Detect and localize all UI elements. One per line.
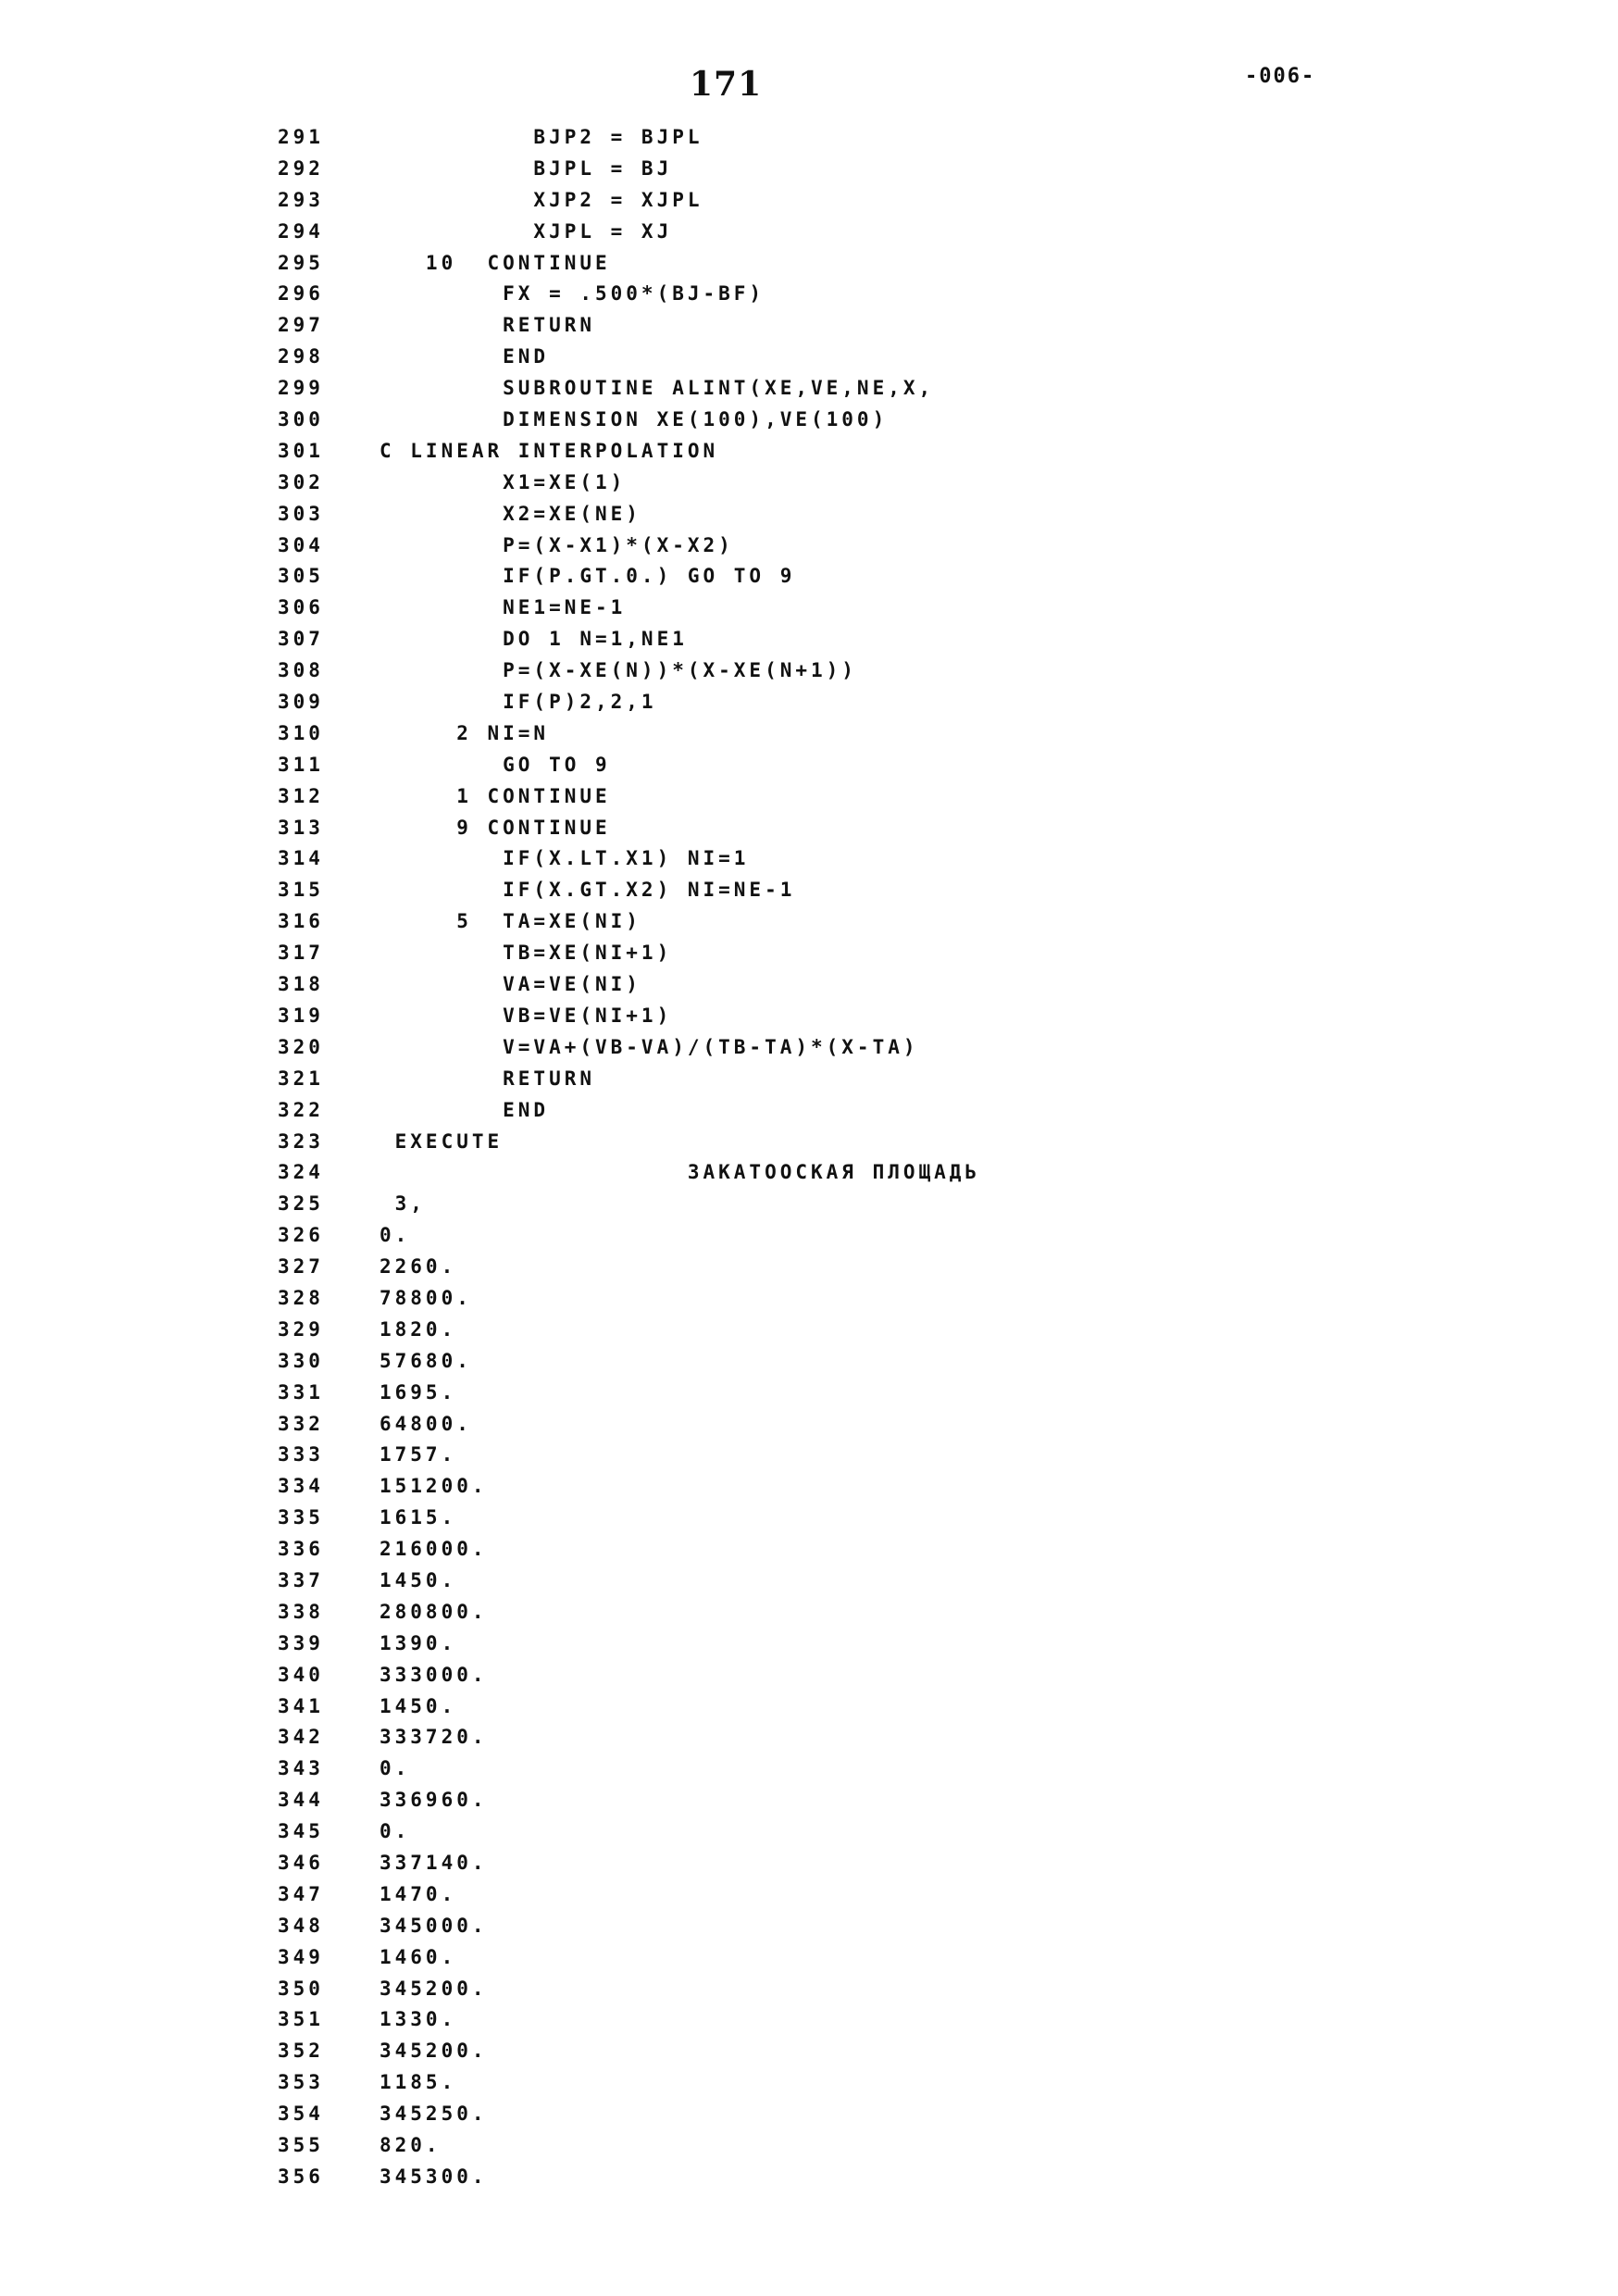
listing-line xyxy=(278,2130,1111,2162)
line-code: GO TO 9 xyxy=(380,753,611,776)
line-code: 345300. xyxy=(380,2165,488,2188)
listing-line xyxy=(278,1220,1111,1252)
page-mark: -006- xyxy=(1245,65,1316,88)
line-code: P=(X-X1)*(X-X2) xyxy=(380,533,734,556)
line-code: 345000. xyxy=(380,1914,488,1937)
line-number: 324 xyxy=(278,1161,324,1184)
listing-line xyxy=(278,1189,1111,1220)
line-number: 327 xyxy=(278,1255,324,1279)
line-number: 348 xyxy=(278,1914,324,1937)
line-number: 294 xyxy=(278,219,324,243)
line-code: DO 1 N=1,NE1 xyxy=(380,628,688,651)
line-number: 318 xyxy=(278,973,324,996)
line-code: 10 CONTINUE xyxy=(380,251,611,274)
line-number: 346 xyxy=(278,1851,324,1874)
line-code: 345250. xyxy=(380,2103,488,2126)
listing-line xyxy=(278,1346,1111,1378)
line-code: 1185. xyxy=(380,2071,457,2094)
listing-line xyxy=(278,1816,1111,1848)
line-number: 328 xyxy=(278,1286,324,1309)
line-number: 354 xyxy=(278,2103,324,2126)
line-code: 3, xyxy=(380,1192,426,1216)
line-number: 311 xyxy=(278,753,324,776)
listing-line xyxy=(278,1471,1111,1503)
line-code: 78800. xyxy=(380,1286,472,1309)
line-code: BJPL = BJ xyxy=(380,156,673,180)
line-code: 0. xyxy=(380,1757,411,1780)
line-code: 345200. xyxy=(380,1977,488,2000)
line-code: END xyxy=(380,1098,550,1121)
listing-line xyxy=(278,2067,1111,2099)
line-code: 2260. xyxy=(380,1255,457,1279)
listing-line xyxy=(278,1722,1111,1753)
line-number: 310 xyxy=(278,721,324,744)
listing-line xyxy=(278,373,1111,405)
listing-line xyxy=(278,1597,1111,1628)
line-number: 347 xyxy=(278,1882,324,1905)
listing-line xyxy=(278,310,1111,342)
line-number: 335 xyxy=(278,1506,324,1529)
line-number: 312 xyxy=(278,784,324,807)
line-number: 350 xyxy=(278,1977,324,2000)
line-number: 345 xyxy=(278,1820,324,1843)
listing-line xyxy=(278,1283,1111,1315)
line-number: 334 xyxy=(278,1475,324,1498)
line-code: RETURN xyxy=(380,314,596,337)
listing-line xyxy=(278,843,1111,875)
line-code: 337140. xyxy=(380,1851,488,1874)
listing-line xyxy=(278,1660,1111,1691)
line-number: 317 xyxy=(278,942,324,965)
line-number: 322 xyxy=(278,1098,324,1121)
line-code: 1820. xyxy=(380,1317,457,1341)
line-number: 349 xyxy=(278,1945,324,1968)
listing-line xyxy=(278,2004,1111,2036)
line-code: END xyxy=(380,345,550,368)
listing-line xyxy=(278,279,1111,310)
listing-line xyxy=(278,248,1111,280)
line-code: ЗАКАТООСКАЯ ПЛОЩАДЬ xyxy=(380,1161,981,1184)
line-number: 340 xyxy=(278,1663,324,1686)
line-code: 345200. xyxy=(380,2040,488,2063)
line-code: NE1=NE-1 xyxy=(380,596,627,619)
listing-line xyxy=(278,1628,1111,1660)
line-number: 353 xyxy=(278,2071,324,2094)
line-code: 333000. xyxy=(380,1663,488,1686)
line-code: 1615. xyxy=(380,1506,457,1529)
line-number: 323 xyxy=(278,1129,324,1153)
line-number: 329 xyxy=(278,1317,324,1341)
program-listing xyxy=(278,122,1111,2193)
listing-line xyxy=(278,468,1111,499)
line-code: 1460. xyxy=(380,1945,457,1968)
line-code: XJP2 = XJPL xyxy=(380,188,703,211)
line-code: SUBROUTINE ALINT(XE,VE,NE,X, xyxy=(380,377,935,400)
line-code: 1390. xyxy=(380,1631,457,1654)
line-number: 301 xyxy=(278,439,324,462)
line-code: 336960. xyxy=(380,1789,488,1812)
listing-line xyxy=(278,781,1111,813)
line-number: 342 xyxy=(278,1726,324,1749)
listing-line xyxy=(278,1566,1111,1597)
listing-line xyxy=(278,906,1111,938)
line-number: 344 xyxy=(278,1789,324,1812)
line-number: 319 xyxy=(278,1004,324,1027)
line-number: 321 xyxy=(278,1067,324,1090)
line-code: X2=XE(NE) xyxy=(380,502,641,525)
listing-line xyxy=(278,561,1111,593)
line-code: P=(X-XE(N))*(X-XE(N+1)) xyxy=(380,659,857,682)
line-code: 9 CONTINUE xyxy=(380,816,611,839)
listing-line xyxy=(278,342,1111,373)
listing-line xyxy=(278,1911,1111,1942)
line-number: 316 xyxy=(278,910,324,933)
line-code: TB=XE(NI+1) xyxy=(380,942,673,965)
listing-line xyxy=(278,1095,1111,1127)
listing-line xyxy=(278,1032,1111,1064)
line-number: 305 xyxy=(278,565,324,588)
listing-line xyxy=(278,2162,1111,2193)
line-code: 1450. xyxy=(380,1694,457,1717)
line-number: 326 xyxy=(278,1224,324,1247)
line-code: 1330. xyxy=(380,2008,457,2031)
line-number: 293 xyxy=(278,188,324,211)
listing-line xyxy=(278,1785,1111,1816)
line-code: VA=VE(NI) xyxy=(380,973,641,996)
line-number: 300 xyxy=(278,408,324,431)
line-number: 320 xyxy=(278,1035,324,1058)
line-code: VB=VE(NI+1) xyxy=(380,1004,673,1027)
line-number: 332 xyxy=(278,1412,324,1435)
line-number: 309 xyxy=(278,691,324,714)
line-number: 299 xyxy=(278,377,324,400)
listing-line xyxy=(278,1157,1111,1189)
line-code: IF(X.LT.X1) NI=1 xyxy=(380,847,750,870)
line-code: EXECUTE xyxy=(380,1129,504,1153)
line-code: 64800. xyxy=(380,1412,472,1435)
line-code: 151200. xyxy=(380,1475,488,1498)
listing-line xyxy=(278,875,1111,906)
line-code: C LINEAR INTERPOLATION xyxy=(380,439,719,462)
listing-line xyxy=(278,1974,1111,2005)
line-code: 0. xyxy=(380,1820,411,1843)
line-number: 338 xyxy=(278,1600,324,1623)
line-number: 308 xyxy=(278,659,324,682)
line-number: 306 xyxy=(278,596,324,619)
line-code: XJPL = XJ xyxy=(380,219,673,243)
line-number: 292 xyxy=(278,156,324,180)
line-number: 304 xyxy=(278,533,324,556)
line-number: 298 xyxy=(278,345,324,368)
line-number: 295 xyxy=(278,251,324,274)
line-code: 280800. xyxy=(380,1600,488,1623)
line-code: 216000. xyxy=(380,1538,488,1561)
listing-line xyxy=(278,2036,1111,2067)
line-code: 0. xyxy=(380,1224,411,1247)
line-code: 2 NI=N xyxy=(380,721,550,744)
listing-line xyxy=(278,1848,1111,1879)
line-number: 331 xyxy=(278,1380,324,1404)
line-code: V=VA+(VB-VA)/(TB-TA)*(X-TA) xyxy=(380,1035,919,1058)
listing-line xyxy=(278,530,1111,562)
line-number: 302 xyxy=(278,470,324,493)
line-number: 339 xyxy=(278,1631,324,1654)
line-number: 297 xyxy=(278,314,324,337)
listing-line xyxy=(278,499,1111,530)
line-code: 333720. xyxy=(380,1726,488,1749)
listing-line xyxy=(278,1753,1111,1785)
line-code: 1450. xyxy=(380,1568,457,1591)
listing-line xyxy=(278,1503,1111,1534)
listing-line xyxy=(278,1440,1111,1471)
listing-line xyxy=(278,718,1111,750)
line-code: FX = .500*(BJ-BF) xyxy=(380,282,765,306)
listing-line xyxy=(278,436,1111,468)
listing-line xyxy=(278,969,1111,1001)
listing-line xyxy=(278,1315,1111,1346)
line-code: IF(X.GT.X2) NI=NE-1 xyxy=(380,879,796,902)
line-code: 1695. xyxy=(380,1380,457,1404)
listing-line xyxy=(278,154,1111,185)
line-number: 333 xyxy=(278,1443,324,1466)
line-number: 343 xyxy=(278,1757,324,1780)
line-code: BJP2 = BJPL xyxy=(380,126,703,148)
listing-line xyxy=(278,655,1111,687)
listing-line xyxy=(278,2099,1111,2130)
line-number: 313 xyxy=(278,816,324,839)
line-number: 336 xyxy=(278,1538,324,1561)
line-number: 296 xyxy=(278,282,324,306)
line-code: 1470. xyxy=(380,1882,457,1905)
listing-line xyxy=(278,217,1111,248)
listing-line xyxy=(278,1378,1111,1409)
listing-line xyxy=(278,1064,1111,1095)
line-number: 351 xyxy=(278,2008,324,2031)
line-code: DIMENSION XE(100),VE(100) xyxy=(380,408,889,431)
listing-line xyxy=(278,593,1111,624)
line-number: 330 xyxy=(278,1349,324,1372)
line-number: 352 xyxy=(278,2040,324,2063)
line-number: 325 xyxy=(278,1192,324,1216)
line-number: 315 xyxy=(278,879,324,902)
line-number: 341 xyxy=(278,1694,324,1717)
line-code: 57680. xyxy=(380,1349,472,1372)
listing-line xyxy=(278,938,1111,969)
line-number: 303 xyxy=(278,502,324,525)
page-number: 171 xyxy=(690,65,763,104)
line-number: 291 xyxy=(278,126,324,148)
line-code: RETURN xyxy=(380,1067,596,1090)
listing-line xyxy=(278,1942,1111,1974)
line-code: 5 TA=XE(NI) xyxy=(380,910,641,933)
line-number: 355 xyxy=(278,2134,324,2156)
listing-line xyxy=(278,1879,1111,1911)
listing-line xyxy=(278,624,1111,655)
listing-line xyxy=(278,1001,1111,1032)
listing-line xyxy=(278,1534,1111,1566)
listing-line xyxy=(278,122,1111,154)
line-code: IF(P.GT.0.) GO TO 9 xyxy=(380,565,796,588)
line-code: 1757. xyxy=(380,1443,457,1466)
line-code: 1 CONTINUE xyxy=(380,784,611,807)
line-code: X1=XE(1) xyxy=(380,470,627,493)
line-number: 307 xyxy=(278,628,324,651)
listing-line xyxy=(278,1409,1111,1441)
line-code: IF(P)2,2,1 xyxy=(380,691,657,714)
listing-line xyxy=(278,1127,1111,1158)
line-code: 820. xyxy=(380,2134,442,2156)
listing-line xyxy=(278,1691,1111,1723)
line-number: 337 xyxy=(278,1568,324,1591)
listing-line xyxy=(278,405,1111,436)
listing-line xyxy=(278,813,1111,844)
listing-line xyxy=(278,1252,1111,1283)
listing-line xyxy=(278,687,1111,718)
line-number: 314 xyxy=(278,847,324,870)
listing-line xyxy=(278,185,1111,217)
listing-line xyxy=(278,750,1111,781)
line-number: 356 xyxy=(278,2165,324,2188)
